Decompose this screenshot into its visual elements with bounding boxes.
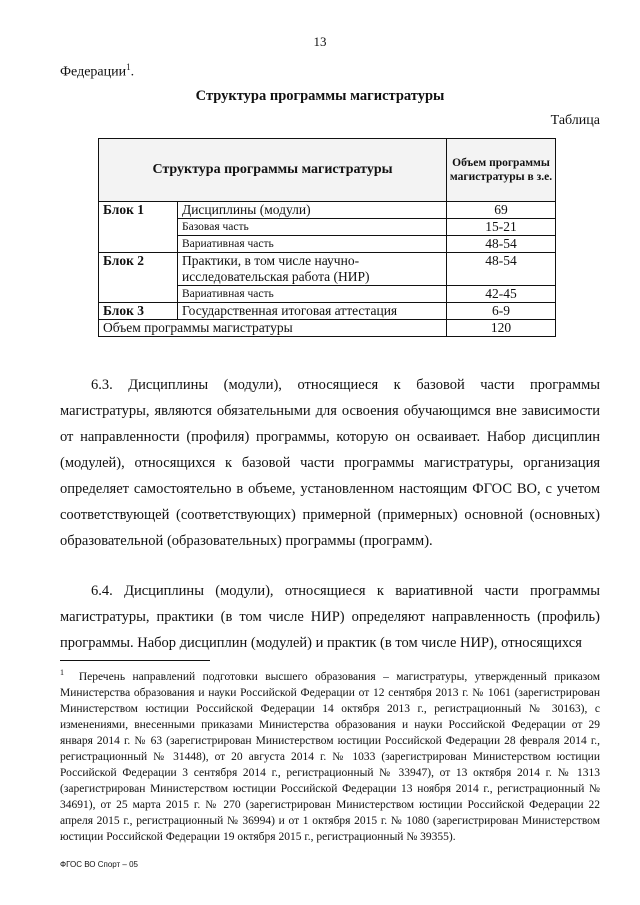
block1-value: 69 xyxy=(447,202,556,219)
footnote xyxy=(60,665,600,845)
footnote-text: Перечень направлений подготовки высшего образования – магистратуры, утвержденный приказом Министерства образования и науки Российской Федерации от 12 сентября 2013 г. № 1061 (зарегистрирован Министерством юстиции Российской Федерации 14 октября 2013 г., регистрационный № 30163), с изменениями, внесенными приказами Министерства образования и науки Российской Федерации от 29 января 2014 г. № 63 (зарегистрирован Министерством юстиции Российской Федерации 28 февраля 2014 г., регистрационный № 31448), от 20 августа 2014 г. № 1033 (зарегистрирован Министерством юстиции Российской Федерации 3 сентября 2014 г., регистрационный № 33947), от 13 октября 2014 г. № 1313 (зарегистрирован Министерством юстиции Российской Федерации 13 ноября 2014 г., регистрационный № 34691), от 25 марта 2015 г. № 270 (зарегистрирован Министерством юстиции Российской Федерации 22 апреля 2015 г., регистрационный № 36994) и от 1 октября 2015 г. № 1080 (зарегистрирован Министерством юстиции Российской Федерации 19 октября 2015 г., регистрационный № 39355). xyxy=(60,670,600,843)
block2-row-name: Вариативная часть xyxy=(178,286,447,303)
table-row xyxy=(99,303,556,320)
table-label: Таблица xyxy=(550,113,600,128)
header-structure: Структура программы магистратуры xyxy=(99,139,447,202)
block1-title: Дисциплины (модули) xyxy=(178,202,447,219)
block3-title: Государственная итоговая аттестация xyxy=(178,303,447,320)
table-row xyxy=(99,202,556,219)
block3-label: Блок 3 xyxy=(99,303,178,320)
block2-row-value: 42-45 xyxy=(447,286,556,303)
footnote-ref: 1 xyxy=(126,62,131,72)
table-row xyxy=(99,253,556,286)
paragraph-6-4: 6.4. Дисциплины (модули), относящиеся к вариативной части программы магистратуры, практики (в том числе НИР) определяют направленность (профиль) программы. Набор дисциплин (модулей) и практик (в том числе НИР), относящихся xyxy=(60,583,600,651)
program-structure-table xyxy=(98,138,556,337)
block1-row-name: Вариативная часть xyxy=(178,236,447,253)
continuation-word: Федерации xyxy=(60,64,127,80)
block1-row-value: 15-21 xyxy=(447,219,556,236)
block1-row-value: 48-54 xyxy=(447,236,556,253)
footnote-divider xyxy=(60,660,210,661)
total-value: 120 xyxy=(447,320,556,337)
block2-title: Практики, в том числе научно-исследовательская работа (НИР) xyxy=(178,253,447,286)
block1-label: Блок 1 xyxy=(99,202,178,253)
paragraph-6-3: 6.3. Дисциплины (модули), относящиеся к базовой части программы магистратуры, являются обязательными для освоения обучающимся вне зависимости от направленности (профиля) программы, которую он осваивает. Набор дисциплин (модулей), относящихся к базовой части программы магистратуры, организация определяет самостоятельно в объеме, установленном настоящим ФГОС ВО, с учетом соответствующей (соответствующих) примерной (примерных) основной (основных) образовательной (образовательных) программы (программ). xyxy=(60,377,600,549)
document-footer: ФГОС ВО Спорт – 05 xyxy=(60,860,138,869)
block2-value: 48-54 xyxy=(447,253,556,286)
block3-value: 6-9 xyxy=(447,303,556,320)
page-number: 13 xyxy=(313,34,327,49)
header-volume: Объем программы магистратуры в з.е. xyxy=(447,139,556,202)
total-label: Объем программы магистратуры xyxy=(99,320,447,337)
section-heading: Структура программы магистратуры xyxy=(195,88,445,104)
table-header-row xyxy=(99,139,556,202)
continuation-text: Федерации$^1$. xyxy=(60,62,135,80)
block2-label: Блок 2 xyxy=(99,253,178,303)
block1-row-name: Базовая часть xyxy=(178,219,447,236)
table-total-row xyxy=(99,320,556,337)
footnote-marker: 1 xyxy=(60,668,64,677)
